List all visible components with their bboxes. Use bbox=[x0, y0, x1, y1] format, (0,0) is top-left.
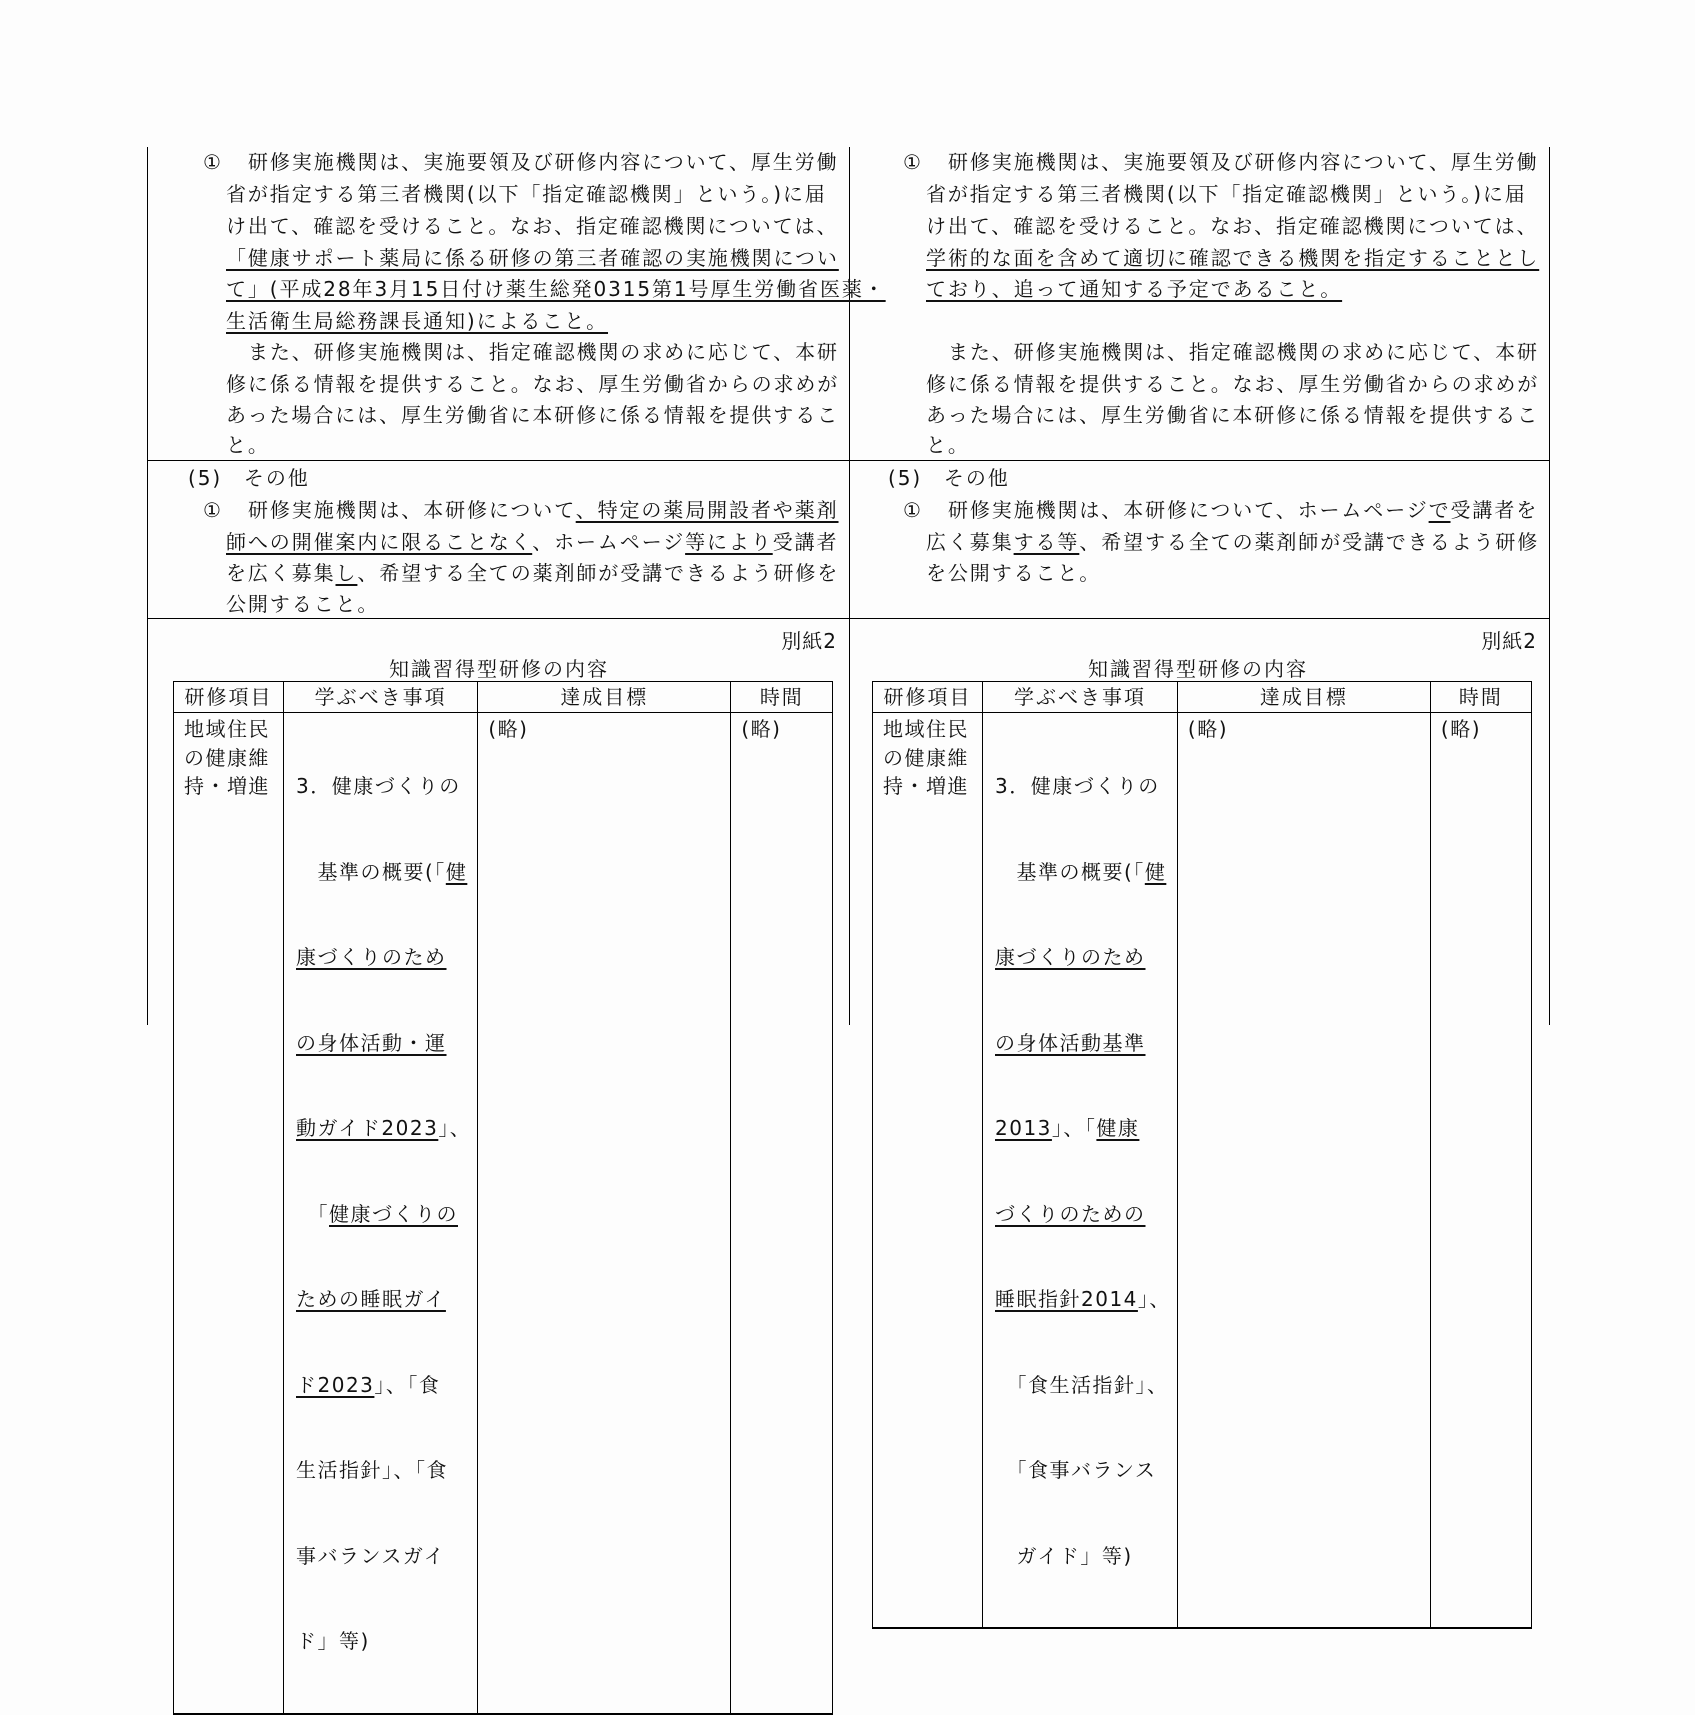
time-cell: (略) bbox=[1430, 713, 1531, 1629]
section-heading: (5) その他 bbox=[188, 466, 310, 490]
paragraph-line: 省が指定する第三者機関(以下「指定確認機関」という。)に届 bbox=[226, 182, 827, 206]
column-header: 達成目標 bbox=[478, 682, 731, 713]
column-header: 研修項目 bbox=[174, 682, 284, 713]
training-item-cell: 地域住民 の健康維 持・増進 bbox=[873, 713, 983, 1629]
underlined-revision: 学術的な面を含めて適切に確認できる機関を指定することとし bbox=[926, 246, 1540, 270]
paragraph-line: また、研修実施機関は、指定確認機関の求めに応じて、本研 bbox=[248, 340, 839, 364]
paragraph-line: 研修実施機関は、実施要領及び研修内容について、厚生労働 bbox=[948, 150, 1539, 174]
paragraph-line: 修に係る情報を提供すること。なお、厚生労働省からの求めが bbox=[926, 372, 1540, 396]
item-marker: ① bbox=[903, 150, 923, 174]
annex-title: 知識習得型研修の内容 bbox=[1088, 657, 1308, 681]
paragraph-line: を公開すること。 bbox=[926, 561, 1102, 585]
goal-cell: (略) bbox=[478, 713, 731, 1714]
paragraph-line: 広く募集する等、希望する全ての薬剤師が受講できるよう研修 bbox=[926, 530, 1540, 554]
paragraph-line: 公開すること。 bbox=[226, 592, 380, 616]
underlined-revision: 生活衛生局総務課長通知)によること。 bbox=[226, 309, 609, 333]
paragraph-line: と。 bbox=[926, 433, 970, 457]
goal-cell: (略) bbox=[1177, 713, 1430, 1629]
paragraph-line: を広く募集し、希望する全ての薬剤師が受講できるよう研修を bbox=[226, 561, 840, 585]
paragraph-line: あった場合には、厚生労働省に本研修に係る情報を提供するこ bbox=[926, 403, 1539, 427]
comparison-table bbox=[147, 147, 1550, 1653]
column-header: 学ぶべき事項 bbox=[284, 682, 478, 713]
paragraph-line: け出て、確認を受けること。なお、指定確認機関については、 bbox=[926, 214, 1539, 238]
annex-label: 別紙2 bbox=[781, 629, 837, 653]
column-header: 学ぶべき事項 bbox=[983, 682, 1178, 713]
item-marker: ① bbox=[203, 498, 223, 522]
paragraph-line: 修に係る情報を提供すること。なお、厚生労働省からの求めが bbox=[226, 372, 840, 396]
paragraph-line: け出て、確認を受けること。なお、指定確認機関については、 bbox=[226, 214, 839, 238]
paragraph-line: と。 bbox=[226, 433, 270, 457]
underlined-revision: 「健康サポート薬局に係る研修の第三者確認の実施機関につい bbox=[226, 246, 839, 270]
paragraph-line: また、研修実施機関は、指定確認機関の求めに応じて、本研 bbox=[948, 340, 1539, 364]
column-header: 時間 bbox=[1430, 682, 1531, 713]
learning-content-cell: 3．健康づくりの 基準の概要(「健 康づくりのため の身体活動基準 2013」、「健康 づくりのための 睡眠指針2014」、 「食生活指針」、 「食事バランス ガイド」等) bbox=[983, 713, 1178, 1629]
section-heading: (5) その他 bbox=[888, 466, 1010, 490]
annex-title: 知識習得型研修の内容 bbox=[389, 657, 609, 681]
training-item-cell: 地域住民 の健康維 持・増進 bbox=[174, 713, 284, 1714]
paragraph-line: 研修実施機関は、本研修について、ホームページで受講者を bbox=[948, 498, 1539, 522]
underlined-revision: て」(平成28年3月15日付け薬生総発0315第1号厚生労働省医薬・ bbox=[226, 277, 886, 301]
paragraph-line: 省が指定する第三者機関(以下「指定確認機関」という。)に届 bbox=[926, 182, 1527, 206]
paragraph-line: あった場合には、厚生労働省に本研修に係る情報を提供するこ bbox=[226, 403, 839, 427]
time-cell: (略) bbox=[731, 713, 833, 1714]
annex-table bbox=[872, 681, 1532, 1629]
paragraph-line: 研修実施機関は、本研修について、特定の薬局開設者や薬剤 bbox=[248, 498, 839, 522]
right-column-current bbox=[850, 147, 1549, 1568]
annex-label: 別紙2 bbox=[1481, 629, 1537, 653]
paragraph-line: 研修実施機関は、実施要領及び研修内容について、厚生労働 bbox=[248, 150, 839, 174]
column-header: 達成目標 bbox=[1177, 682, 1430, 713]
item-marker: ① bbox=[903, 498, 923, 522]
learning-content-cell: 3．健康づくりの 基準の概要(「健 康づくりのため の身体活動・運 動ガイド2023」、 「健康づくりの ための睡眠ガイ ド2023」、「食 生活指針」、「食 事バランスガイ ド」等) bbox=[284, 713, 478, 1714]
column-header: 研修項目 bbox=[873, 682, 983, 713]
underlined-revision: ており、追って通知する予定であること。 bbox=[926, 277, 1343, 301]
left-column-revised bbox=[148, 147, 886, 1653]
item-marker: ① bbox=[203, 150, 223, 174]
paragraph-line: 師への開催案内に限ることなく、ホームページ等により受講者 bbox=[226, 530, 839, 554]
annex-table bbox=[173, 681, 833, 1715]
column-header: 時間 bbox=[731, 682, 833, 713]
